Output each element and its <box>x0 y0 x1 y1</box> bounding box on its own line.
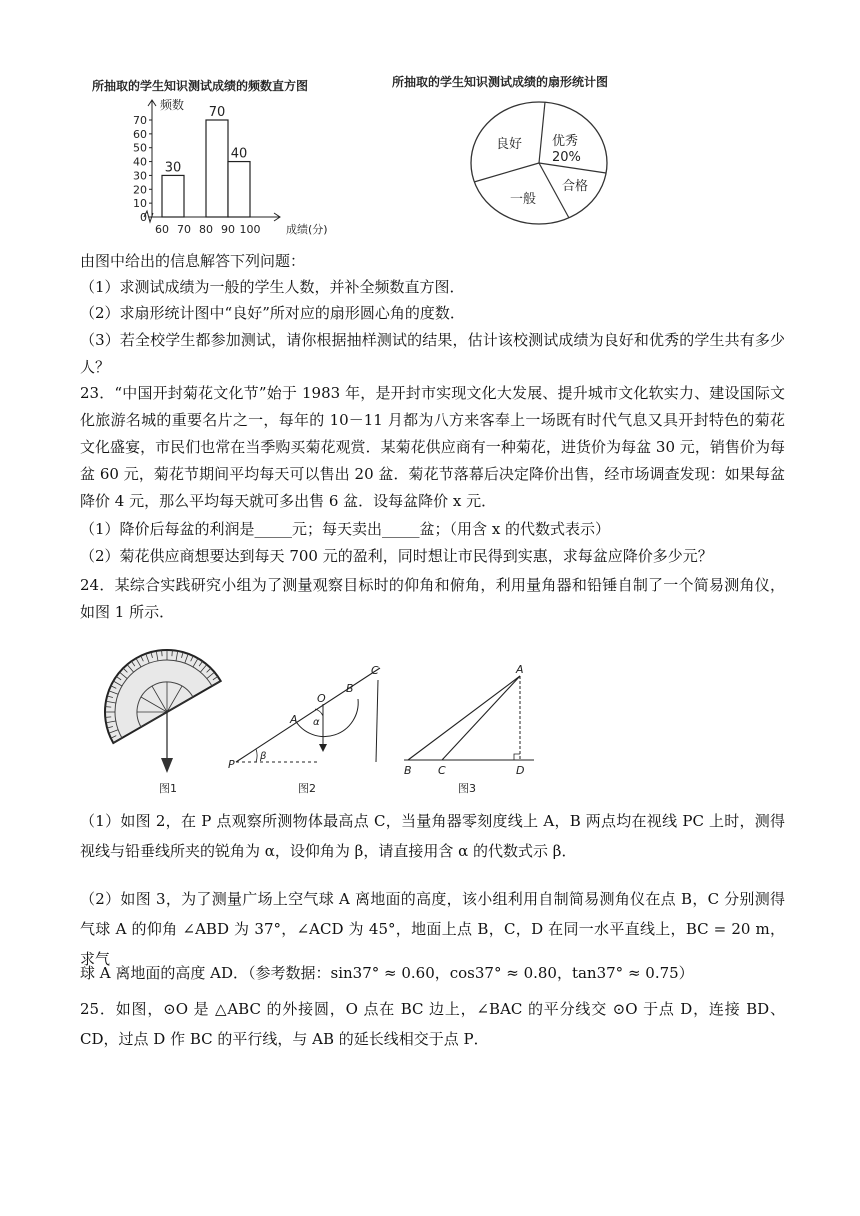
intro-text: 由图中给出的信息解答下列问题： <box>80 252 306 270</box>
target-pole <box>376 680 378 762</box>
y-axis-label: 频数 <box>160 98 185 112</box>
q23-part2: （2）菊花供应商想要达到每天 700 元的盈利，同时想让市民得到实惠，求每盆应降价多少元？ <box>80 547 713 565</box>
label-A: A <box>516 663 524 676</box>
q22-part3: （3）若全校学生都参加测试，请你根据抽样测试的结果，估计该校测试成绩为良好和优秀的学生共有多少人？ <box>80 331 785 376</box>
x-tick-label: 60 <box>155 223 169 236</box>
histogram-bar <box>162 175 184 217</box>
pie-label-excellent-pct: 20% <box>552 150 581 165</box>
pie-divider-3 <box>474 163 539 182</box>
pie-divider-1 <box>539 102 545 163</box>
label-B: B <box>346 682 354 695</box>
pie-title: 所抽取的学生知识测试成绩的扇形统计图 <box>392 75 609 89</box>
pie-chart <box>465 98 615 233</box>
label-C: C <box>371 664 379 677</box>
histogram-bar <box>228 162 250 217</box>
y-tick-label: 60 <box>133 127 147 141</box>
right-angle-mark <box>514 754 520 760</box>
figure-3 <box>398 662 540 800</box>
label-C: C <box>438 764 446 777</box>
line-ab <box>408 676 520 760</box>
q23-part1: （1）降价后每盆的利润是_____元；每天卖出_____盆；（用含 x 的代数式表示） <box>80 520 611 538</box>
line-ac <box>442 676 520 760</box>
label-D: D <box>516 764 525 777</box>
q23-stem: 23．“中国开封菊花文化节”始于 1983 年，是开封市实现文化大发展、提升城市文化软实力、建设国际文化旅游名城的重要名片之一，每年的 10－11 月都为八方来客奉上一场既有时代气息又具开封特色的菊花文化盛宴，市民们也常在当季购买菊花观赏．某菊花供应商有一种菊花，进货价为每盆 30 元，销售价为每盆 60 元，菊花节期间平均每天可以售出 20 盆．菊花节落幕后决定降价出售，经市场调查发现：如果每盆降价 4 元，那么平均每天就可多出售 6 盆．设每盆降价 x 元． <box>80 384 785 510</box>
q24-part2a: （2）如图 3，为了测量广场上空气球 A 离地面的高度，该小组利用自制简易测角仪在点 B，C 分别测得气球 A 的仰角 ∠ABD 为 37°，∠ACD 为 45°，地面上点 B，C，D 在同一水平直线上，BC = 20 m，求气 <box>80 890 785 968</box>
x-tick-label: 100 <box>239 223 261 236</box>
label-P: P <box>228 758 235 771</box>
histogram-bar <box>206 120 228 217</box>
pie-label-excellent: 优秀 <box>552 134 579 149</box>
figure-2 <box>228 662 393 800</box>
x-axis-label: 成绩(分) <box>286 223 328 236</box>
protractor-body <box>85 630 221 743</box>
q22-part1: （1）求测试成绩为一般的学生人数，并补全频数直方图． <box>80 278 465 296</box>
pie-label-pass: 合格 <box>562 179 589 194</box>
y-tick-label: 40 <box>133 155 147 169</box>
x-tick-label: 80 <box>199 223 213 236</box>
q24-part1: （1）如图 2，在 P 点观察所测物体最高点 C，当量角器零刻度线上 A，B 两点均在视线 PC 上时，测得视线与铅垂线所夹的锐角为 α，设仰角为 β，请直接用含 α 的代数式示 β． <box>80 812 785 860</box>
q24-stem: 24．某综合实践研究小组为了测量观察目标时的仰角和俯角，利用量角器和铅锤自制了一个简易测角仪，如图 1 所示． <box>80 576 785 621</box>
bar-data-label: 30 <box>164 160 182 176</box>
y-tick-label: 10 <box>133 197 147 211</box>
figure-3-caption: 图3 <box>458 782 476 795</box>
q25-stem: 25．如图，⊙O 是 △ABC 的外接圆，O 点在 BC 边上，∠BAC 的平分线交 ⊙O 于点 D，连接 BD、CD，过点 D 作 BC 的平行线，与 AB 的延长线相交于点 P． <box>80 1000 785 1048</box>
bar-data-label: 70 <box>208 105 226 120</box>
y-tick-label: 20 <box>133 183 147 197</box>
figure-1-protractor <box>85 630 225 800</box>
label-O: O <box>317 692 326 705</box>
pie-label-good: 良好 <box>496 137 523 152</box>
histogram-chart <box>110 95 340 245</box>
pie-label-average: 一般 <box>510 192 537 207</box>
figure-1-caption: 图1 <box>159 782 177 795</box>
y-tick-label: 50 <box>133 141 147 155</box>
label-A: A <box>290 713 298 726</box>
x-tick-label: 70 <box>177 223 191 236</box>
q24-part2b: 球 A 离地面的高度 AD．（参考数据：sin37° ≈ 0.60，cos37° ≈ 0.80，tan37° ≈ 0.75） <box>80 964 694 982</box>
q22-part2: （2）求扇形统计图中“良好”所对应的扇形圆心角的度数． <box>80 304 465 322</box>
label-alpha: α <box>313 717 320 728</box>
y-tick-label: 70 <box>133 114 147 127</box>
beta-arc <box>256 749 257 762</box>
y-tick-label: 30 <box>133 169 147 183</box>
histogram-title: 所抽取的学生知识测试成绩的频数直方图 <box>92 79 309 93</box>
x-tick-label: 90 <box>221 223 235 236</box>
label-beta: β <box>260 751 267 762</box>
y-tick-label: 0 <box>140 211 147 224</box>
figure-2-caption: 图2 <box>298 782 316 795</box>
sight-line-pc <box>236 668 380 762</box>
plumb-bob <box>161 758 173 773</box>
label-B: B <box>404 764 412 777</box>
bar-data-label: 40 <box>230 146 248 162</box>
plumb-bob <box>319 744 327 752</box>
